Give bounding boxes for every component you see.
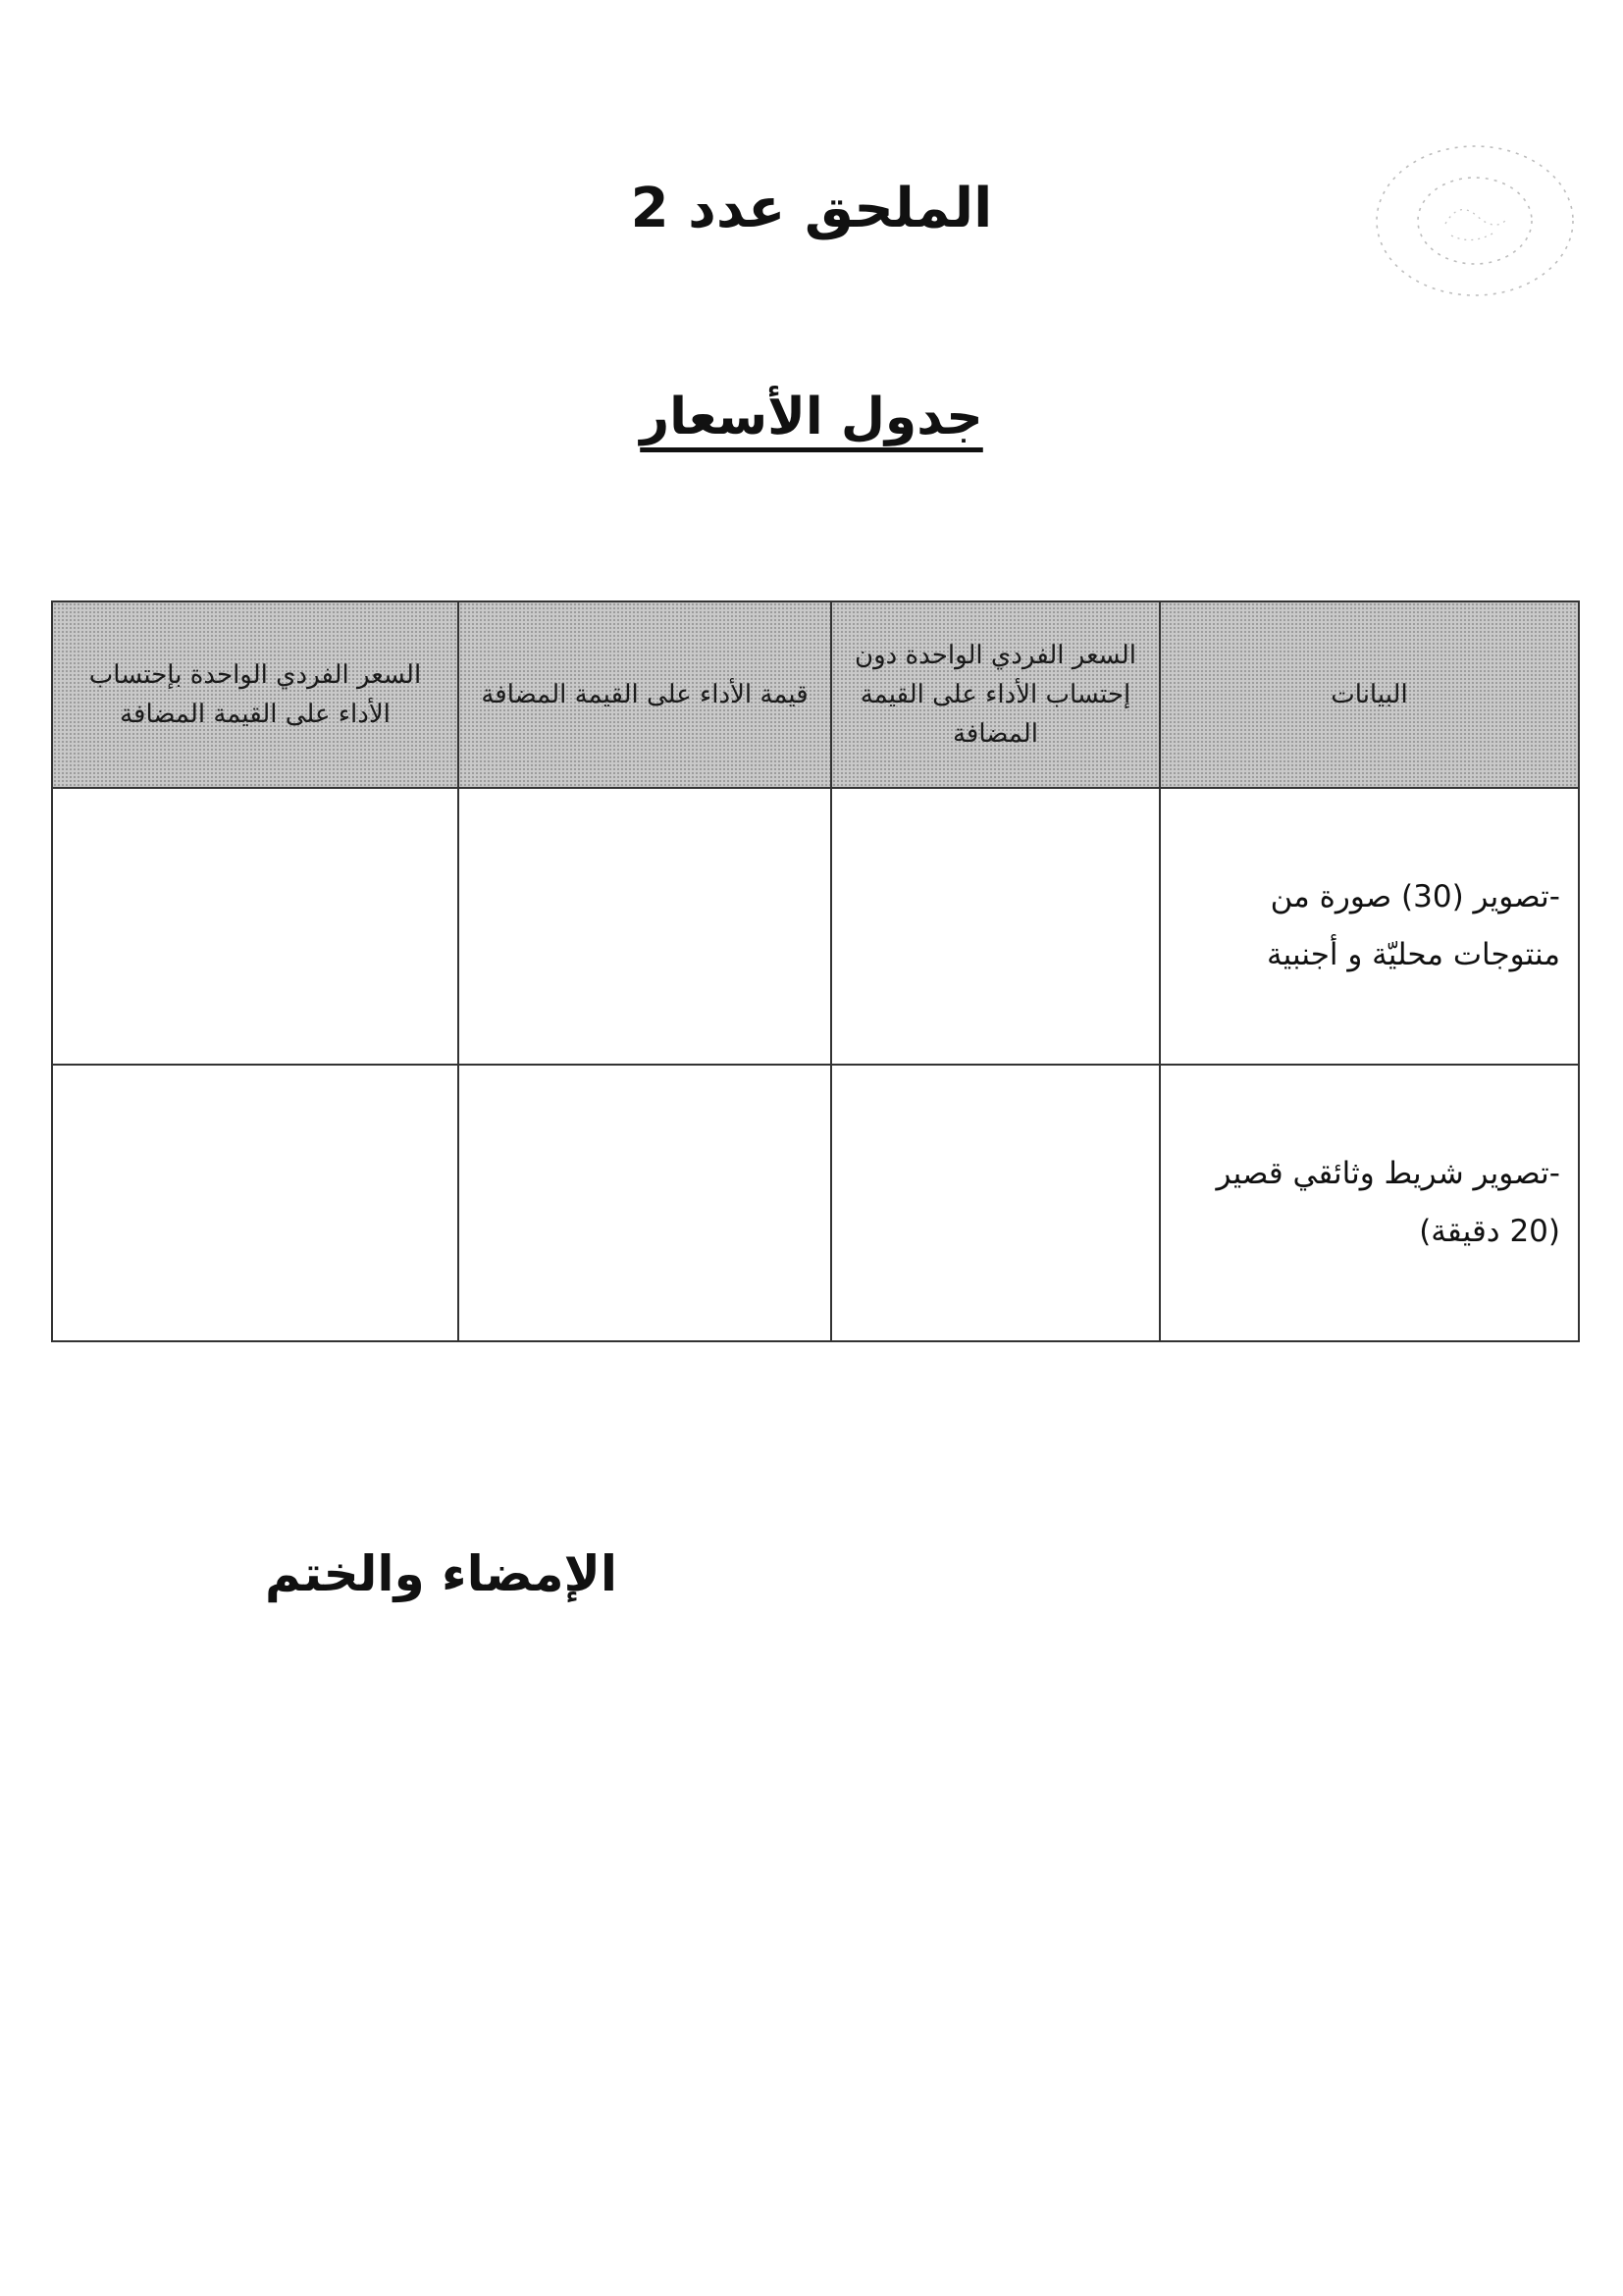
vat-amount-cell[interactable] (458, 788, 831, 1065)
row-description: -تصوير (30) صورة من منتوجات محليّة و أجنبية (1160, 788, 1579, 1065)
signature-label: الإمضاء والختم (265, 1545, 617, 1602)
vat-amount-cell[interactable] (458, 1065, 831, 1341)
header-description: البيانات (1160, 601, 1579, 788)
unit-price-excl-vat-cell[interactable] (831, 788, 1160, 1065)
table-title: جدول الأسعار (640, 388, 983, 446)
annex-title: الملحق عدد 2 (630, 177, 993, 240)
table-header-row (52, 601, 1579, 788)
price-table (51, 600, 1580, 1342)
header-vat-amount: قيمة الأداء على القيمة المضافة (458, 601, 831, 788)
unit-price-incl-vat-cell[interactable] (52, 1065, 458, 1341)
header-unit-price-excl-vat: السعر الفردي الواحدة دون إحتساب الأداء على القيمة المضافة (831, 601, 1160, 788)
table-row (52, 1065, 1579, 1341)
table-row (52, 788, 1579, 1065)
header-unit-price-incl-vat: السعر الفردي الواحدة بإحتساب الأداء على القيمة المضافة (52, 601, 458, 788)
unit-price-excl-vat-cell[interactable] (831, 1065, 1160, 1341)
row-description: -تصوير شريط وثائقي قصير (20 دقيقة) (1160, 1065, 1579, 1341)
unit-price-incl-vat-cell[interactable] (52, 788, 458, 1065)
